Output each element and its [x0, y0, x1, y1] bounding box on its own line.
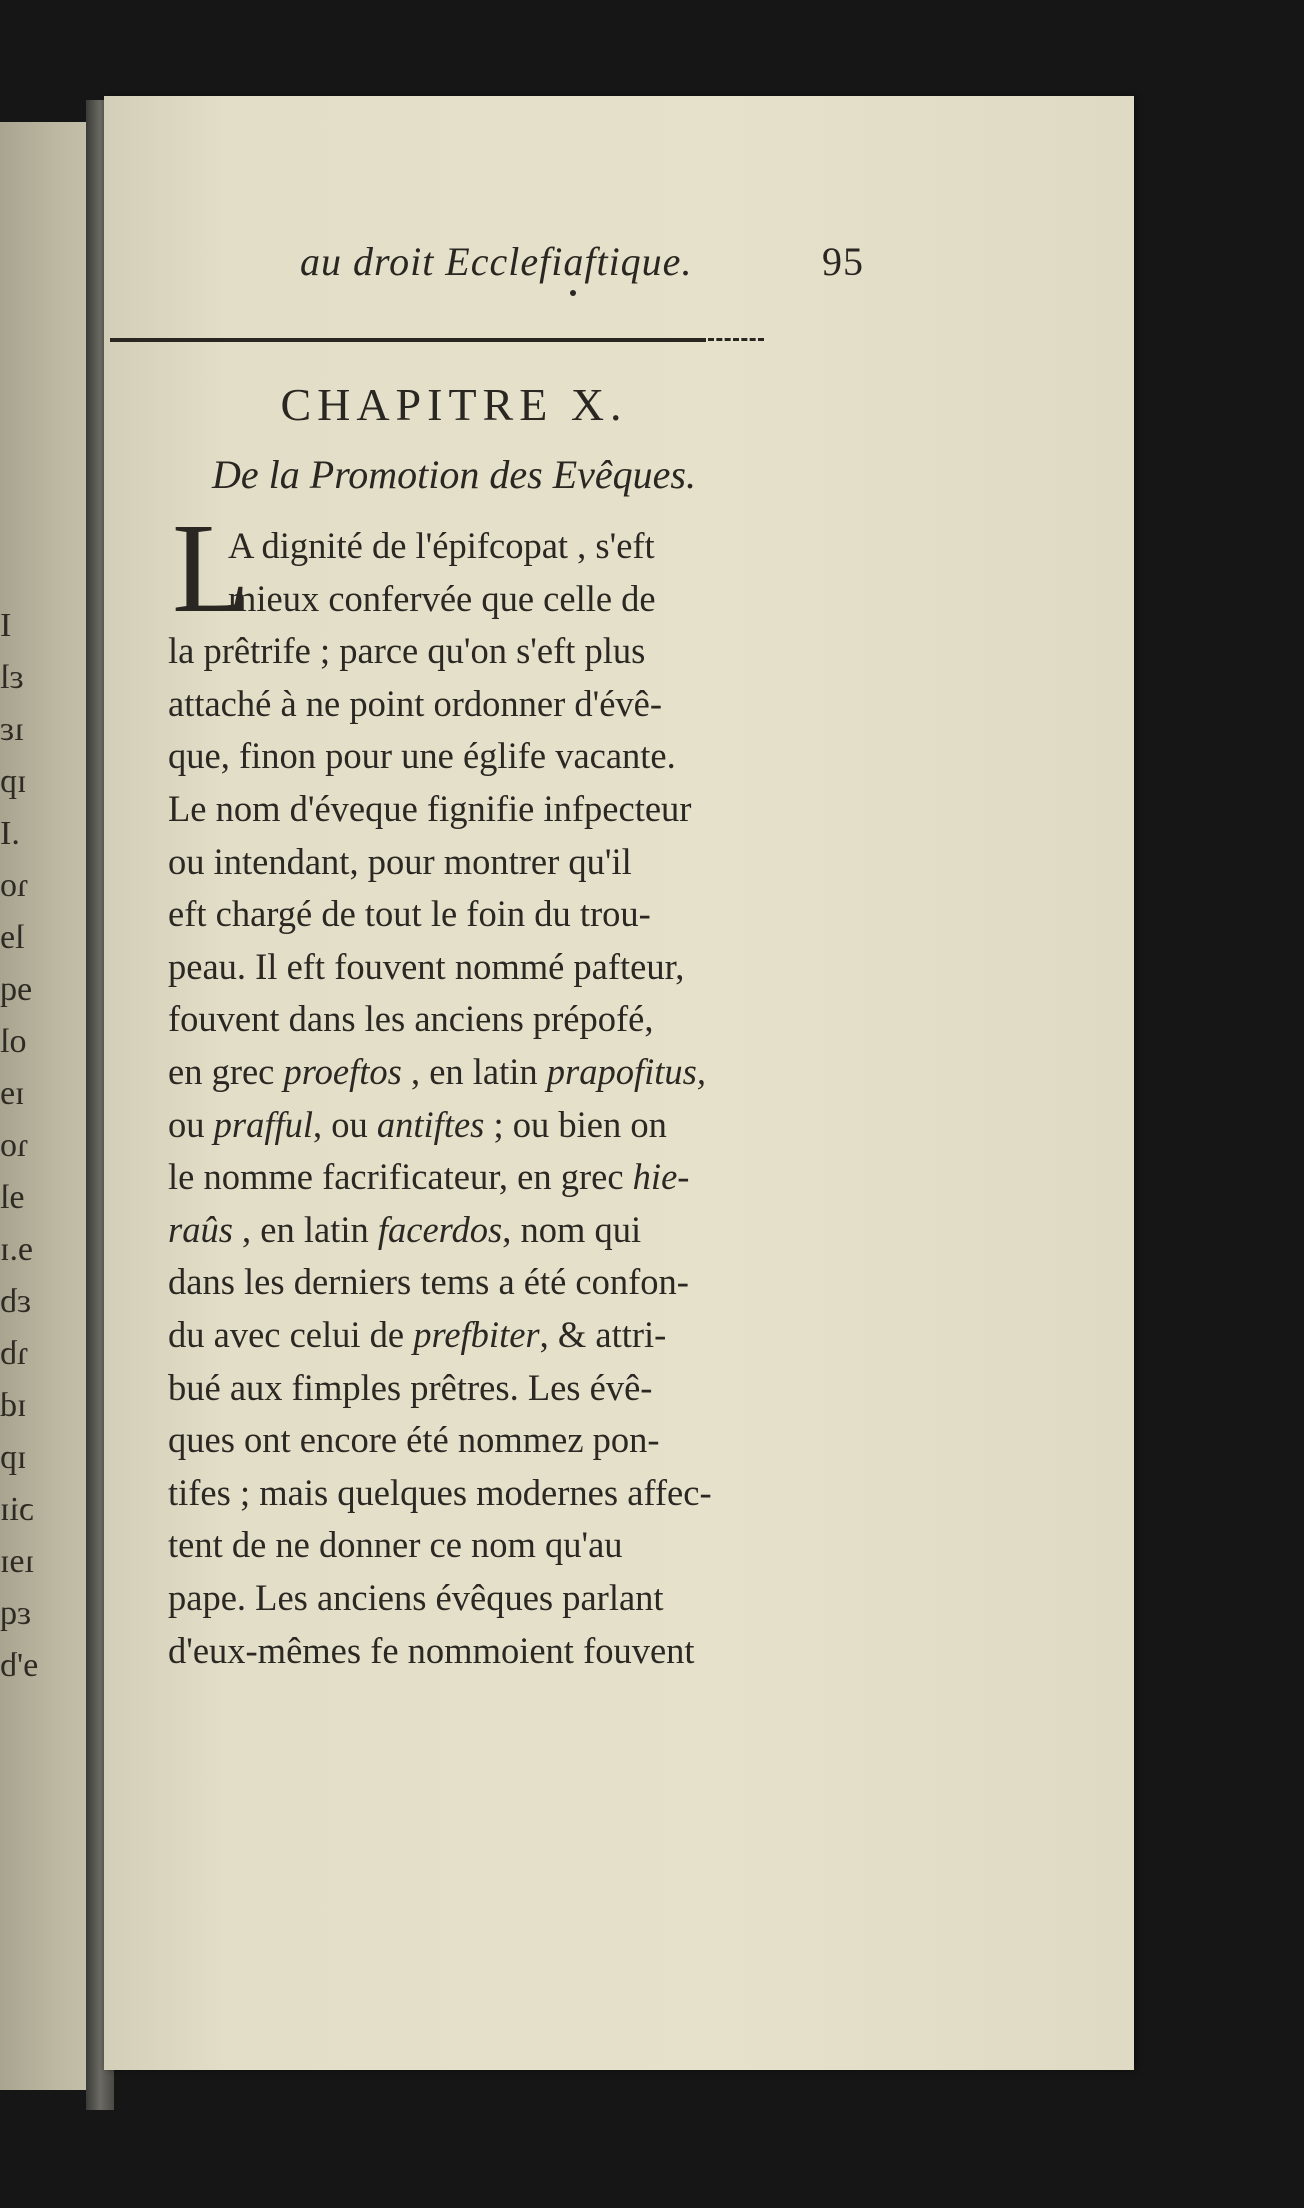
text-run: dans les derniers tems a été confon-: [168, 1261, 689, 1303]
text-run: d'eux-mêmes fe nommoient fouvent: [168, 1629, 695, 1671]
running-title: au droit Ecclefiaftique.: [300, 239, 693, 284]
text-line: [168, 890, 651, 938]
italic-term: prafful: [213, 1103, 314, 1145]
italic-term: prapofitus,: [546, 1051, 706, 1092]
text-run: , nom qui: [502, 1208, 642, 1250]
text-run: en grec: [168, 1051, 284, 1092]
show-through-fragment: ɛq: [0, 1595, 32, 1632]
text-line: [228, 522, 655, 570]
text-run: attaché à ne point ordonner d'évê-: [168, 682, 663, 724]
body-text: [168, 96, 1232, 2070]
ink-speck: [570, 290, 576, 296]
text-run: peau. Il eft fouvent nommé pafteur,: [168, 945, 685, 987]
text-line: [168, 1574, 664, 1622]
show-through-fragment: ɛl: [0, 659, 24, 696]
show-through-text: [0, 122, 90, 1692]
page-number: 95: [822, 239, 864, 284]
chapter-subtitle: De la Promotion des Evêques.: [212, 452, 696, 497]
italic-term: facerdos: [377, 1208, 503, 1250]
italic-term: antiftes: [376, 1103, 485, 1145]
text-line: [168, 1469, 712, 1517]
text-line: [168, 1153, 689, 1201]
show-through-fragment: ıɛ: [0, 711, 24, 748]
show-through-fragment: ɔiɪ: [0, 1491, 34, 1528]
text-line: [168, 732, 676, 780]
text-run: bué aux fimples prêtres. Les évê-: [168, 1366, 653, 1408]
text-run: tent de ne donner ce nom qu'au: [168, 1524, 623, 1566]
italic-term: raûs: [168, 1208, 233, 1250]
show-through-fragment: ɿb: [0, 1335, 29, 1372]
text-line: [168, 1416, 660, 1464]
show-through-fragment: ɘl: [0, 1179, 25, 1216]
show-through-fragment: lɘ: [0, 919, 25, 956]
text-run: ou intendant, pour montrer qu'il: [168, 840, 632, 882]
page: [104, 96, 1134, 2070]
show-through-fragment: ıɘɪ: [0, 1543, 34, 1580]
text-line: [168, 1521, 623, 1569]
italic-term: hie-: [632, 1156, 690, 1198]
show-through-fragment: ɪɘ: [0, 1075, 25, 1112]
text-line: [168, 1258, 689, 1306]
text-run: eft chargé de tout le foin du trou-: [168, 893, 651, 935]
text-run: , & attri-: [539, 1314, 667, 1355]
text-run: ques ont encore été nommez pon-: [168, 1419, 660, 1461]
text-line: [168, 1206, 641, 1254]
text-run: mieux confervée que celle de: [228, 577, 656, 619]
text-run: la prêtrife ; parce qu'on s'eft plus: [168, 630, 646, 672]
show-through-fragment: I: [0, 607, 12, 644]
text-line: [168, 838, 632, 886]
show-through-fragment: ɪd: [0, 1387, 27, 1424]
show-through-fragment: ɿo: [0, 1127, 29, 1164]
text-line: [168, 1048, 706, 1096]
text-line: [168, 1311, 666, 1359]
text-run: ou: [168, 1103, 214, 1145]
text-line: [168, 995, 653, 1043]
text-run: tifes ; mais quelques modernes affec-: [168, 1471, 712, 1513]
text-run: du avec celui de: [168, 1314, 414, 1355]
text-line: [168, 1101, 667, 1149]
text-line: [168, 1627, 695, 1675]
text-line: [168, 627, 645, 675]
show-through-fragment: ɪp: [0, 763, 27, 800]
text-run: , en latin: [401, 1051, 547, 1092]
show-through-fragment: ol: [0, 1023, 27, 1060]
show-through-fragment: ɘ.ɪ: [0, 1231, 34, 1268]
text-line: [168, 1364, 652, 1412]
chapter-title: CHAPITRE X.: [280, 379, 628, 430]
text-run: fouvent dans les anciens prépofé,: [168, 998, 654, 1040]
italic-term: proeftos: [283, 1051, 402, 1092]
show-through-fragment: ɪp: [0, 1439, 27, 1476]
text-run: pape. Les anciens évêques parlant: [168, 1577, 664, 1618]
show-through-fragment: .I: [0, 815, 20, 852]
text-run: ; ou bien on: [484, 1103, 667, 1145]
show-through-fragment: ɘ'b: [0, 1647, 39, 1684]
show-through-fragment: ɿo: [0, 867, 29, 904]
text-line: [168, 943, 684, 991]
italic-term: prefbiter: [413, 1314, 540, 1355]
text-run: le nomme facrificateur, en grec: [168, 1156, 633, 1198]
text-run: A dignité de l'épifcopat , s'eft: [228, 525, 655, 566]
text-line: [228, 575, 656, 623]
text-run: que, finon pour une églife vacante.: [168, 735, 676, 777]
drop-cap: L: [172, 497, 251, 639]
text-run: , en latin: [232, 1208, 378, 1250]
show-through-fragment: ɘq: [0, 971, 33, 1008]
text-run: Le nom d'éveque fignifie infpecteur: [168, 788, 692, 829]
text-run: , ou: [313, 1103, 377, 1145]
text-line: [168, 680, 662, 728]
text-line: [168, 785, 691, 833]
show-through-fragment: ɛb: [0, 1283, 32, 1320]
